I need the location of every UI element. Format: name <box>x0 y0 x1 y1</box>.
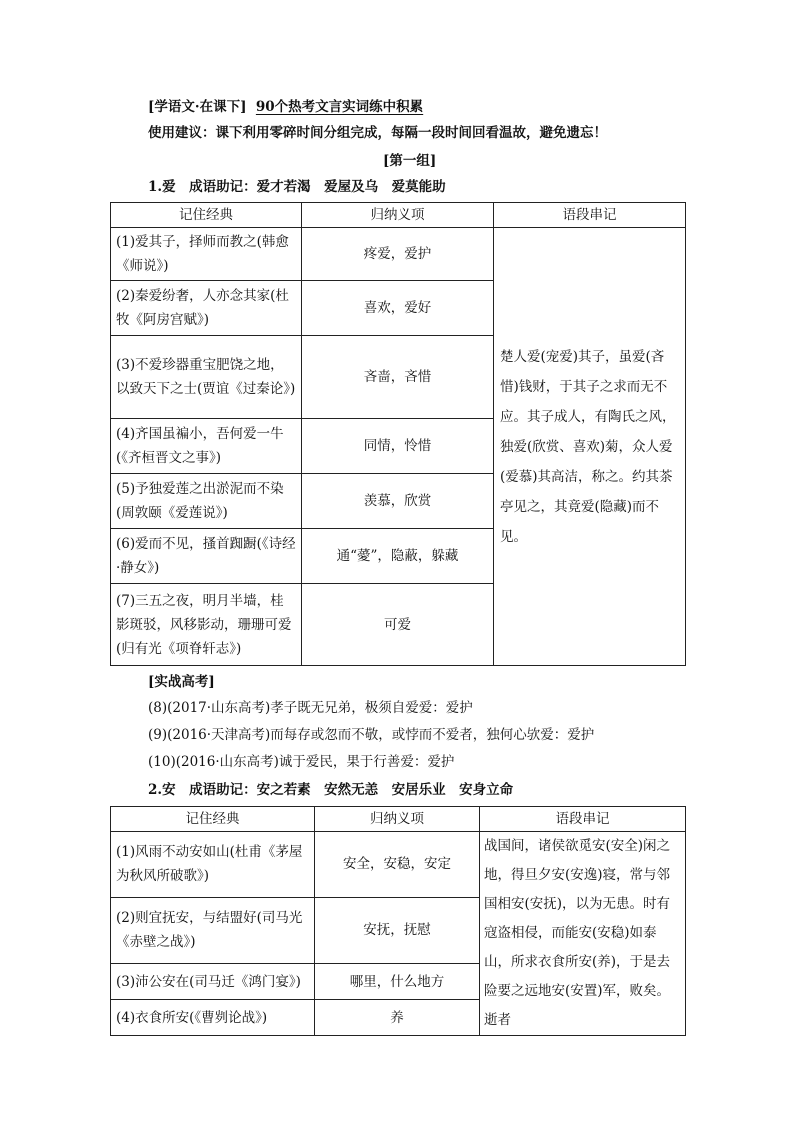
classic-sentence: (6)爱而不见，搔首踟蹰(《诗经·静女》) <box>111 529 302 584</box>
classic-sentence: (2)则宜抚安，与结盟好(司马光《赤壁之战》) <box>111 897 315 964</box>
group-label: [第一组] <box>383 153 437 169</box>
meaning-cell: 养 <box>315 1000 480 1036</box>
classic-sentence: (4)齐国虽褊小，吾何爱一牛(《齐桓晋文之事》) <box>111 419 302 474</box>
col-header-classic: 记住经典 <box>111 203 302 228</box>
header-title: 90个热考文言实词练中积累 <box>255 99 424 115</box>
header-tag: [学语文·在课下] <box>148 99 247 115</box>
meaning-cell: 安抚，抚慰 <box>315 897 480 964</box>
section2-heading: 2.安 成语助记：安之若素 安然无恙 安居乐业 安身立命 <box>148 782 514 798</box>
classic-sentence: (3)不爱珍器重宝肥饶之地，以致天下之士(贾谊《过秦论》) <box>111 336 302 419</box>
col-header-meaning: 归纳义项 <box>302 203 494 228</box>
col-header-story: 语段串记 <box>480 807 686 832</box>
classic-sentence: (7)三五之夜，明月半墙，桂影斑驳，风移影动，珊珊可爱(归有光《项脊轩志》) <box>111 584 302 666</box>
classic-sentence: (5)予独爱莲之出淤泥而不染(周敦颐《爱莲说》) <box>111 474 302 529</box>
section1-table <box>110 202 686 666</box>
usage-advice: 使用建议：课下利用零碎时间分组完成，每隔一段时间回看温故，避免遗忘！ <box>148 125 607 141</box>
table-row <box>111 228 686 281</box>
meaning-cell: 可爱 <box>302 584 494 666</box>
story-paragraph: 战国间，诸侯欲觅安(安全)闲之地，得旦夕安(安逸)寝，常与邻国相安(安抚)，以为无患。时有寇盗相侵，而能安(安稳)如泰山，所求衣食所安(养)，于是去险要之远地安(安置)军，败矣。逝者 <box>480 832 686 1036</box>
exam-item: (10)(2016·山东高考)诚于爱民，果于行善爱：爱护 <box>148 754 455 770</box>
meaning-cell: 哪里，什么地方 <box>315 964 480 1000</box>
meaning-cell: 安全，安稳，安定 <box>315 832 480 898</box>
meaning-cell: 疼爱，爱护 <box>302 228 494 281</box>
col-header-story: 语段串记 <box>494 203 686 228</box>
classic-sentence: (1)风雨不动安如山(杜甫《茅屋为秋风所破歌》) <box>111 832 315 898</box>
meaning-cell: 通“薆”，隐蔽，躲藏 <box>302 529 494 584</box>
section1-heading: 1.爱 成语助记：爱才若渴 爱屋及乌 爱莫能助 <box>148 179 446 195</box>
meaning-cell: 羡慕，欣赏 <box>302 474 494 529</box>
section2-table <box>110 806 686 1036</box>
meaning-cell: 吝啬，吝惜 <box>302 336 494 419</box>
classic-sentence: (2)秦爱纷奢，人亦念其家(杜牧《阿房宫赋》) <box>111 281 302 336</box>
table-row <box>111 832 686 898</box>
exam-item: (9)(2016·天津高考)而每存或忽而不敬，或悖而不爱者，独何心欤爱：爱护 <box>148 727 595 743</box>
table-header-row <box>111 807 686 832</box>
meaning-cell: 喜欢，爱好 <box>302 281 494 336</box>
classic-sentence: (4)衣食所安(《曹刿论战》) <box>111 1000 315 1036</box>
col-header-meaning: 归纳义项 <box>315 807 480 832</box>
story-paragraph: 楚人爱(宠爱)其子，虽爱(吝惜)钱财，于其子之求而无不应。其子成人，有陶氏之风，独爱(欣赏、喜欢)菊，众人爱(爱慕)其高洁，称之。约其茶亭见之，其竟爱(隐藏)而不见。 <box>494 228 686 666</box>
exam-item: (8)(2017·山东高考)孝子既无兄弟，极须自爱爱：爱护 <box>148 700 473 716</box>
classic-sentence: (1)爱其子，择师而教之(韩愈《师说》) <box>111 228 302 281</box>
col-header-classic: 记住经典 <box>111 807 315 832</box>
meaning-cell: 同情，怜惜 <box>302 419 494 474</box>
classic-sentence: (3)沛公安在(司马迁《鸿门宴》) <box>111 964 315 1000</box>
header-line <box>148 98 423 116</box>
table-header-row <box>111 203 686 228</box>
exam-heading: [实战高考] <box>148 674 215 690</box>
